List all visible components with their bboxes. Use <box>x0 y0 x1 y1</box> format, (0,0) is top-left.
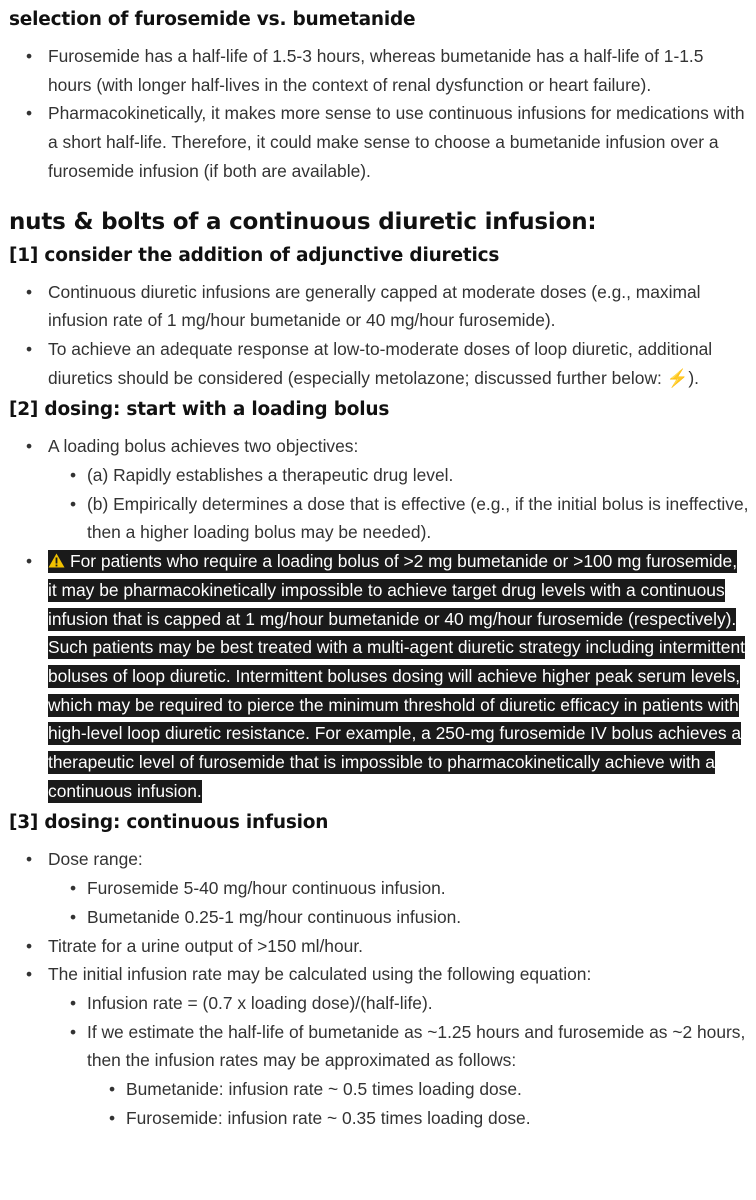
list-item-text: The initial infusion rate may be calculated using the following equation: <box>48 964 592 985</box>
list-item <box>9 335 749 392</box>
main-heading: nuts & bolts of a continuous diuretic infusion: <box>9 208 597 235</box>
list-item: • Bumetanide: infusion rate ~ 0.5 times loading dose. <box>87 1075 749 1104</box>
loading-bolus-bullet-list <box>9 432 749 805</box>
infusion-bullet-list <box>9 845 749 1132</box>
list-item <box>9 432 749 547</box>
list-item: • Titrate for a urine output of >150 ml/hour. <box>9 932 749 961</box>
list-item: • Continuous diuretic infusions are generally capped at moderate doses (e.g., maximal infusion rate of 1 mg/hour bumetanide or 40 mg/hour furosemide). <box>9 278 749 335</box>
list-item-text: To achieve an adequate response at low-to-moderate doses of loop diuretic, additional diuretics should be considered (especially metolazone; discussed further below: <box>48 338 713 388</box>
selection-bullet-list <box>9 42 749 186</box>
subheading-continuous-infusion: [3] dosing: continuous infusion <box>9 812 329 834</box>
list-item <box>9 960 749 1132</box>
list-item: • Bumetanide 0.25-1 mg/hour continuous infusion. <box>48 903 749 932</box>
list-item-text: If we estimate the half-life of bumetanide as ~1.25 hours and furosemide as ~2 hours, then the infusion rates may be approximated as follows: <box>87 1021 746 1071</box>
list-item <box>9 845 749 931</box>
section-heading-selection: selection of furosemide vs. bumetanide <box>9 9 416 30</box>
nested-list <box>48 874 749 931</box>
nested-list <box>87 1075 749 1132</box>
lightning-bolt-icon[interactable]: ⚡ <box>666 367 689 388</box>
list-item-text: Dose range: <box>48 849 143 870</box>
list-item: • Furosemide 5-40 mg/hour continuous infusion. <box>48 874 749 903</box>
list-item: • Furosemide: infusion rate ~ 0.35 times loading dose. <box>87 1104 749 1133</box>
nested-list <box>48 461 749 547</box>
list-item: • Furosemide has a half-life of 1.5-3 hours, whereas bumetanide has a half-life of 1-1.5 hours (with longer half-lives in the context of renal dysfunction or heart failure). <box>9 42 749 99</box>
list-item: • (a) Rapidly establishes a therapeutic drug level. <box>48 461 749 490</box>
list-item: • Infusion rate = (0.7 x loading dose)/(half-life). <box>48 989 749 1018</box>
adjunctive-bullet-list <box>9 278 749 393</box>
list-item: • (b) Empirically determines a dose that is effective (e.g., if the initial bolus is ineffective, then a higher loading bolus may be needed). <box>48 490 749 547</box>
list-item-text: A loading bolus achieves two objectives: <box>48 436 359 457</box>
highlighted-warning <box>48 550 745 803</box>
nested-list <box>48 989 749 1133</box>
subheading-loading-bolus: [2] dosing: start with a loading bolus <box>9 399 390 421</box>
list-item: • Pharmacokinetically, it makes more sense to use continuous infusions for medications with a short half-life. Therefore, it could make sense to choose a bumetanide infusion over a furosemide infusion (if both are available). <box>9 99 749 185</box>
list-item-warning <box>9 547 749 805</box>
list-item-text-end: ). <box>688 367 699 388</box>
subheading-adjunctive-diuretics: [1] consider the addition of adjunctive diuretics <box>9 244 500 266</box>
warning-text: For patients who require a loading bolus of >2 mg bumetanide or >100 mg furosemide, it may be pharmacokinetically impossible to achieve target drug levels with a continuous infusion that is capped at 1 mg/hour bumetanide or 40 mg/hour furosemide (respectively). Such patients may be best treated with a multi-agent diuretic strategy including intermittent boluses of loop diuretic. Intermittent boluses dosing will achieve higher peak serum levels, which may be required to pierce the minimum threshold of diuretic efficacy in patients with high-level loop diuretic resistance. For example, a 250-mg furosemide IV bolus achieves a therapeutic level of furosemide that is impossible to pharmacokinetically achieve with a continuous infusion. <box>48 551 745 801</box>
warning-icon <box>48 553 65 568</box>
list-item <box>48 1018 749 1133</box>
